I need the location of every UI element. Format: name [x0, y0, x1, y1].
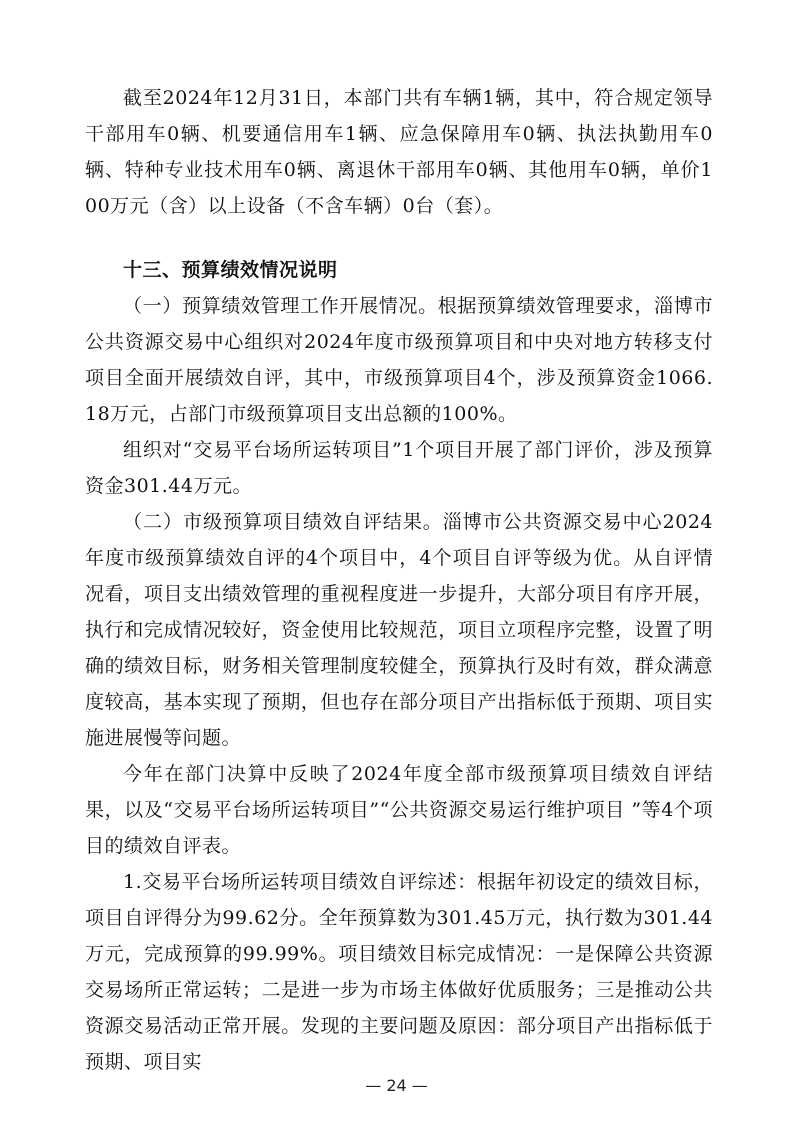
paragraph-project1: 1.交易平台场所运转项目绩效自评综述：根据年初设定的绩效目标，项目自评得分为99.62分。全年预算数为301.45万元，执行数为301.44万元，完成预算的99.99%。项目绩效目标完成情况：一是保障公共资源交易场所正常运转；二是进一步为市场主体做好优质服务；三是推动公共资源交易活动正常开展。发现的主要问题及原因：部分项目产出指标低于预期、项目实	[85, 871, 713, 1073]
paragraph-reflection: 今年在部门决算中反映了2024年度全部市级预算项目绩效自评结果，以及“交易平台场所运转项目”“公共资源交易运行维护项目 ”等4个项目的绩效自评表。	[85, 763, 713, 857]
spacer	[85, 224, 713, 252]
paragraph-management: （一）预算绩效管理工作开展情况。根据预算绩效管理要求，淄博市公共资源交易中心组织对2024年度市级预算项目和中央对地方转移支付项目全面开展绩效自评，其中，市级预算项目4个，涉及预算资金1066.18万元，占部门市级预算项目支出总额的100%。	[85, 295, 713, 425]
document-body	[85, 80, 713, 1080]
paragraph-results: （二）市级预算项目绩效自评结果。淄博市公共资源交易中心2024年度市级预算绩效自评的4个项目中，4个项目自评等级为优。从自评情况看，项目支出绩效管理的重视程度进一步提升，大部分项目有序开展，执行和完成情况较好，资金使用比较规范，项目立项程序完整，设置了明确的绩效目标，财务相关管理制度较健全，预算执行及时有效，群众满意度较高，基本实现了预期，但也存在部分项目产出指标低于预期、项目实施进展慢等问题。	[85, 511, 713, 749]
paragraph-vehicles: 截至2024年12月31日，本部门共有车辆1辆，其中，符合规定领导干部用车0辆、机要通信用车1辆、应急保障用车0辆、执法执勤用车0辆、特种专业技术用车0辆、离退休干部用车0辆、其他用车0辆，单价100万元（含）以上设备（不含车辆）0台（套）。	[85, 87, 713, 217]
page-number: — 24 —	[365, 1076, 428, 1095]
paragraph-evaluation: 组织对“交易平台场所运转项目”1个项目开展了部门评价，涉及预算资金301.44万元。	[85, 439, 713, 497]
section-heading: 十三、预算绩效情况说明	[123, 259, 338, 281]
